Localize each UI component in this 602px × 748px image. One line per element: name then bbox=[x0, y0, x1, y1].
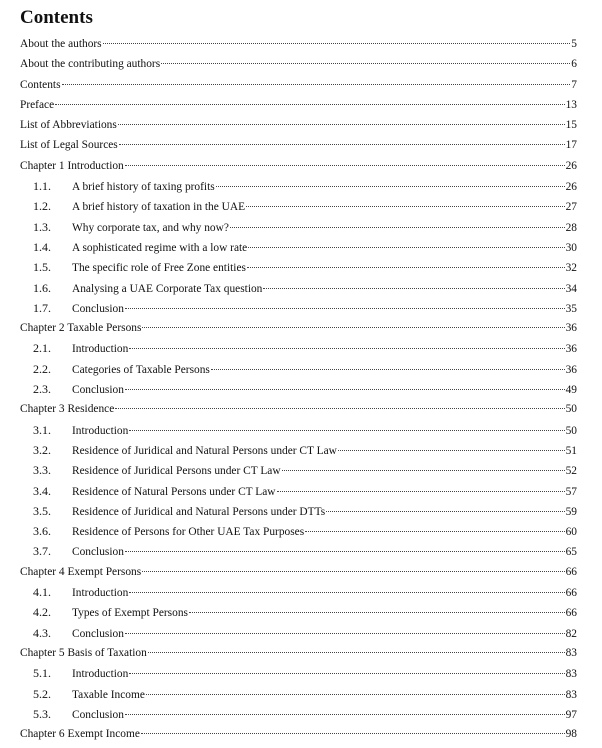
toc-entry[interactable] bbox=[20, 582, 577, 602]
toc-entry-number: 5.2. bbox=[33, 686, 51, 701]
toc-entry-page-number: 82 bbox=[565, 627, 577, 640]
toc-entry-page-number: 50 bbox=[565, 403, 577, 416]
toc-entry-label: Conclusion bbox=[72, 546, 124, 559]
toc-entry-page-number: 83 bbox=[565, 688, 577, 701]
toc-entry-page-number: 32 bbox=[565, 262, 577, 275]
toc-entry-label: Residence of Juridical and Natural Persons under DTTs bbox=[72, 505, 326, 518]
toc-entry-page-number: 52 bbox=[565, 465, 577, 478]
dot-leader bbox=[338, 450, 565, 451]
toc-entry-page-number: 17 bbox=[565, 139, 577, 152]
toc-entry-page-number: 65 bbox=[565, 546, 577, 559]
toc-entry[interactable] bbox=[20, 135, 577, 155]
toc-entry-number: 4.2. bbox=[33, 605, 51, 620]
toc-entry-label: Chapter 2 Taxable Persons bbox=[20, 322, 142, 335]
dot-leader bbox=[103, 43, 571, 44]
toc-entry[interactable] bbox=[20, 156, 577, 176]
toc-entry-label: Contents bbox=[20, 78, 61, 91]
toc-entry[interactable] bbox=[20, 115, 577, 135]
dot-leader bbox=[125, 633, 565, 634]
toc-entry-label: Taxable Income bbox=[72, 688, 145, 701]
toc-entry-label: A sophisticated regime with a low rate bbox=[72, 241, 248, 254]
toc-entry-number: 3.6. bbox=[33, 524, 51, 539]
toc-entry[interactable] bbox=[20, 440, 577, 460]
toc-entry-number: 1.3. bbox=[33, 219, 51, 234]
toc-entry-page-number: 34 bbox=[565, 282, 577, 295]
toc-entry-label: Chapter 3 Residence bbox=[20, 403, 115, 416]
toc-entry-number: 1.1. bbox=[33, 179, 51, 194]
toc-entry-label: Conclusion bbox=[72, 708, 124, 721]
toc-entry[interactable] bbox=[20, 562, 577, 582]
toc-entry[interactable] bbox=[20, 359, 577, 379]
toc-entry[interactable] bbox=[20, 237, 577, 257]
toc-entry-number: 3.4. bbox=[33, 483, 51, 498]
dot-leader bbox=[142, 327, 564, 328]
dot-leader bbox=[189, 612, 565, 613]
toc-entry[interactable] bbox=[20, 298, 577, 318]
toc-entry-label: A brief history of taxation in the UAE bbox=[72, 201, 246, 214]
toc-entry-label: Conclusion bbox=[72, 627, 124, 640]
toc-entry-label: Residence of Juridical and Natural Persons under CT Law bbox=[72, 444, 337, 457]
toc-entry-label: Conclusion bbox=[72, 302, 124, 315]
toc-entry[interactable] bbox=[20, 643, 577, 663]
toc-entry[interactable] bbox=[20, 257, 577, 277]
toc-entry-page-number: 28 bbox=[565, 221, 577, 234]
dot-leader bbox=[161, 63, 570, 64]
dot-leader bbox=[146, 694, 565, 695]
toc-entry-label: Introduction bbox=[72, 668, 129, 681]
toc-entry-page-number: 13 bbox=[565, 98, 577, 111]
dot-leader bbox=[129, 430, 564, 431]
dot-leader bbox=[282, 470, 565, 471]
toc-entry-label: About the authors bbox=[20, 38, 102, 50]
toc-entry[interactable] bbox=[20, 704, 577, 724]
toc-entry-label: Chapter 5 Basis of Taxation bbox=[20, 646, 147, 659]
dot-leader bbox=[125, 165, 565, 166]
dot-leader bbox=[247, 267, 565, 268]
toc-entry-number: 1.7. bbox=[33, 300, 51, 315]
toc-entry[interactable] bbox=[20, 196, 577, 216]
toc-entry-page-number: 35 bbox=[565, 302, 577, 315]
toc-entry[interactable] bbox=[20, 176, 577, 196]
toc-entry-number: 3.2. bbox=[33, 442, 51, 457]
toc-entry-number: 5.1. bbox=[33, 666, 51, 681]
toc-entry[interactable] bbox=[20, 501, 577, 521]
toc-entry[interactable] bbox=[20, 217, 577, 237]
toc-entry[interactable] bbox=[20, 460, 577, 480]
dot-leader bbox=[142, 571, 564, 572]
dot-leader bbox=[230, 227, 565, 228]
toc-entry-label: Introduction bbox=[72, 424, 129, 437]
toc-entry-label: List of Abbreviations bbox=[20, 119, 117, 132]
toc-entry-label: Chapter 1 Introduction bbox=[20, 159, 124, 172]
dot-leader bbox=[129, 348, 564, 349]
toc-entry-page-number: 36 bbox=[565, 363, 577, 376]
toc-entry-page-number: 15 bbox=[565, 119, 577, 132]
toc-entry-number: 2.2. bbox=[33, 361, 51, 376]
toc-entry[interactable] bbox=[20, 34, 577, 54]
toc-entry-label: Introduction bbox=[72, 587, 129, 600]
toc-entry-page-number: 36 bbox=[565, 343, 577, 356]
toc-entry-label: The specific role of Free Zone entities bbox=[72, 262, 246, 275]
toc-entry[interactable] bbox=[20, 379, 577, 399]
toc-entry-page-number: 60 bbox=[565, 526, 577, 539]
toc-entry[interactable] bbox=[20, 420, 577, 440]
toc-entry[interactable] bbox=[20, 278, 577, 298]
toc-entry-page-number: 83 bbox=[565, 668, 577, 681]
toc-entry[interactable] bbox=[20, 684, 577, 704]
toc-entry-page-number: 26 bbox=[565, 181, 577, 194]
toc-entry-label: Chapter 6 Exempt Income bbox=[20, 728, 140, 741]
dot-leader bbox=[55, 104, 564, 105]
toc-entry-label: About the contributing authors bbox=[20, 58, 161, 71]
toc-entry[interactable] bbox=[20, 95, 577, 115]
toc-entry-number: 2.3. bbox=[33, 382, 51, 397]
toc-entry-page-number: 66 bbox=[565, 607, 577, 620]
toc-entry-number: 3.5. bbox=[33, 503, 51, 518]
dot-leader bbox=[125, 389, 565, 390]
toc-entry[interactable] bbox=[20, 54, 577, 74]
toc-entry[interactable] bbox=[20, 602, 577, 622]
toc-entry-label: Residence of Natural Persons under CT Law bbox=[72, 485, 276, 498]
dot-leader bbox=[148, 652, 565, 653]
dot-leader bbox=[125, 714, 565, 715]
toc-entry-label: List of Legal Sources bbox=[20, 139, 118, 152]
toc-entry-page-number: 57 bbox=[565, 485, 577, 498]
toc-entry-label: A brief history of taxing profits bbox=[72, 181, 215, 194]
toc-entry-number: 1.5. bbox=[33, 260, 51, 275]
toc-entry-number: 3.3. bbox=[33, 463, 51, 478]
toc-entry-number: 1.6. bbox=[33, 280, 51, 295]
toc-entry-number: 3.7. bbox=[33, 544, 51, 559]
dot-leader bbox=[248, 247, 564, 248]
dot-leader bbox=[211, 369, 565, 370]
dot-leader bbox=[119, 144, 565, 145]
dot-leader bbox=[115, 408, 564, 409]
page-title: Contents bbox=[20, 7, 93, 28]
toc-entry-label: Residence of Persons for Other UAE Tax Purposes bbox=[72, 526, 305, 539]
toc-entry-page-number: 83 bbox=[565, 646, 577, 659]
toc-entry-page-number: 50 bbox=[565, 424, 577, 437]
toc-entry[interactable] bbox=[20, 75, 577, 95]
toc-entry-page-number: 49 bbox=[565, 384, 577, 397]
toc-entry[interactable] bbox=[20, 318, 577, 338]
toc-entry-label: Analysing a UAE Corporate Tax question bbox=[72, 282, 263, 295]
toc-entry-page-number: 51 bbox=[565, 444, 577, 457]
dot-leader bbox=[118, 124, 565, 125]
toc-entry-page-number: 98 bbox=[565, 728, 577, 741]
toc-entry-number: 3.1. bbox=[33, 422, 51, 437]
dot-leader bbox=[277, 491, 565, 492]
dot-leader bbox=[125, 551, 565, 552]
toc-entry-label: Preface bbox=[20, 98, 55, 111]
toc-entry[interactable] bbox=[20, 663, 577, 683]
toc-entry-number: 4.1. bbox=[33, 585, 51, 600]
toc-entry[interactable] bbox=[20, 521, 577, 541]
toc-entry-page-number: 6 bbox=[571, 58, 577, 71]
toc-entry-page-number: 59 bbox=[565, 505, 577, 518]
toc-entry-page-number: 97 bbox=[565, 708, 577, 721]
toc-entry-label: Chapter 4 Exempt Persons bbox=[20, 565, 142, 578]
toc-entry-label: Types of Exempt Persons bbox=[72, 607, 188, 620]
toc-entry-number: 5.3. bbox=[33, 706, 51, 721]
toc-entry[interactable] bbox=[20, 338, 577, 358]
toc-entry-label: Categories of Taxable Persons bbox=[72, 363, 210, 376]
toc-entry-label: Residence of Juridical Persons under CT Law bbox=[72, 465, 281, 478]
dot-leader bbox=[263, 288, 564, 289]
dot-leader bbox=[141, 733, 565, 734]
toc-entry-page-number: 5 bbox=[571, 38, 577, 50]
table-of-contents bbox=[20, 34, 577, 744]
toc-entry-page-number: 30 bbox=[565, 241, 577, 254]
toc-entry-page-number: 27 bbox=[565, 201, 577, 214]
toc-entry-label: Conclusion bbox=[72, 384, 124, 397]
toc-entry-label: Why corporate tax, and why now? bbox=[72, 221, 229, 234]
toc-entry[interactable] bbox=[20, 399, 577, 419]
toc-entry-page-number: 26 bbox=[565, 159, 577, 172]
toc-entry-page-number: 7 bbox=[571, 78, 577, 91]
toc-entry[interactable] bbox=[20, 481, 577, 501]
dot-leader bbox=[305, 531, 564, 532]
dot-leader bbox=[246, 206, 565, 207]
toc-entry-label: Introduction bbox=[72, 343, 129, 356]
toc-entry-number: 4.3. bbox=[33, 625, 51, 640]
toc-entry[interactable] bbox=[20, 623, 577, 643]
toc-entry-number: 2.1. bbox=[33, 341, 51, 356]
dot-leader bbox=[326, 511, 564, 512]
toc-entry-page-number: 66 bbox=[565, 565, 577, 578]
toc-entry-number: 1.4. bbox=[33, 239, 51, 254]
dot-leader bbox=[216, 186, 565, 187]
toc-entry-number: 1.2. bbox=[33, 199, 51, 214]
dot-leader bbox=[62, 84, 571, 85]
toc-entry-page-number: 66 bbox=[565, 587, 577, 600]
dot-leader bbox=[129, 592, 564, 593]
toc-entry[interactable] bbox=[20, 724, 577, 744]
dot-leader bbox=[125, 308, 565, 309]
toc-entry[interactable] bbox=[20, 541, 577, 561]
toc-entry-page-number: 36 bbox=[565, 322, 577, 335]
dot-leader bbox=[129, 673, 564, 674]
